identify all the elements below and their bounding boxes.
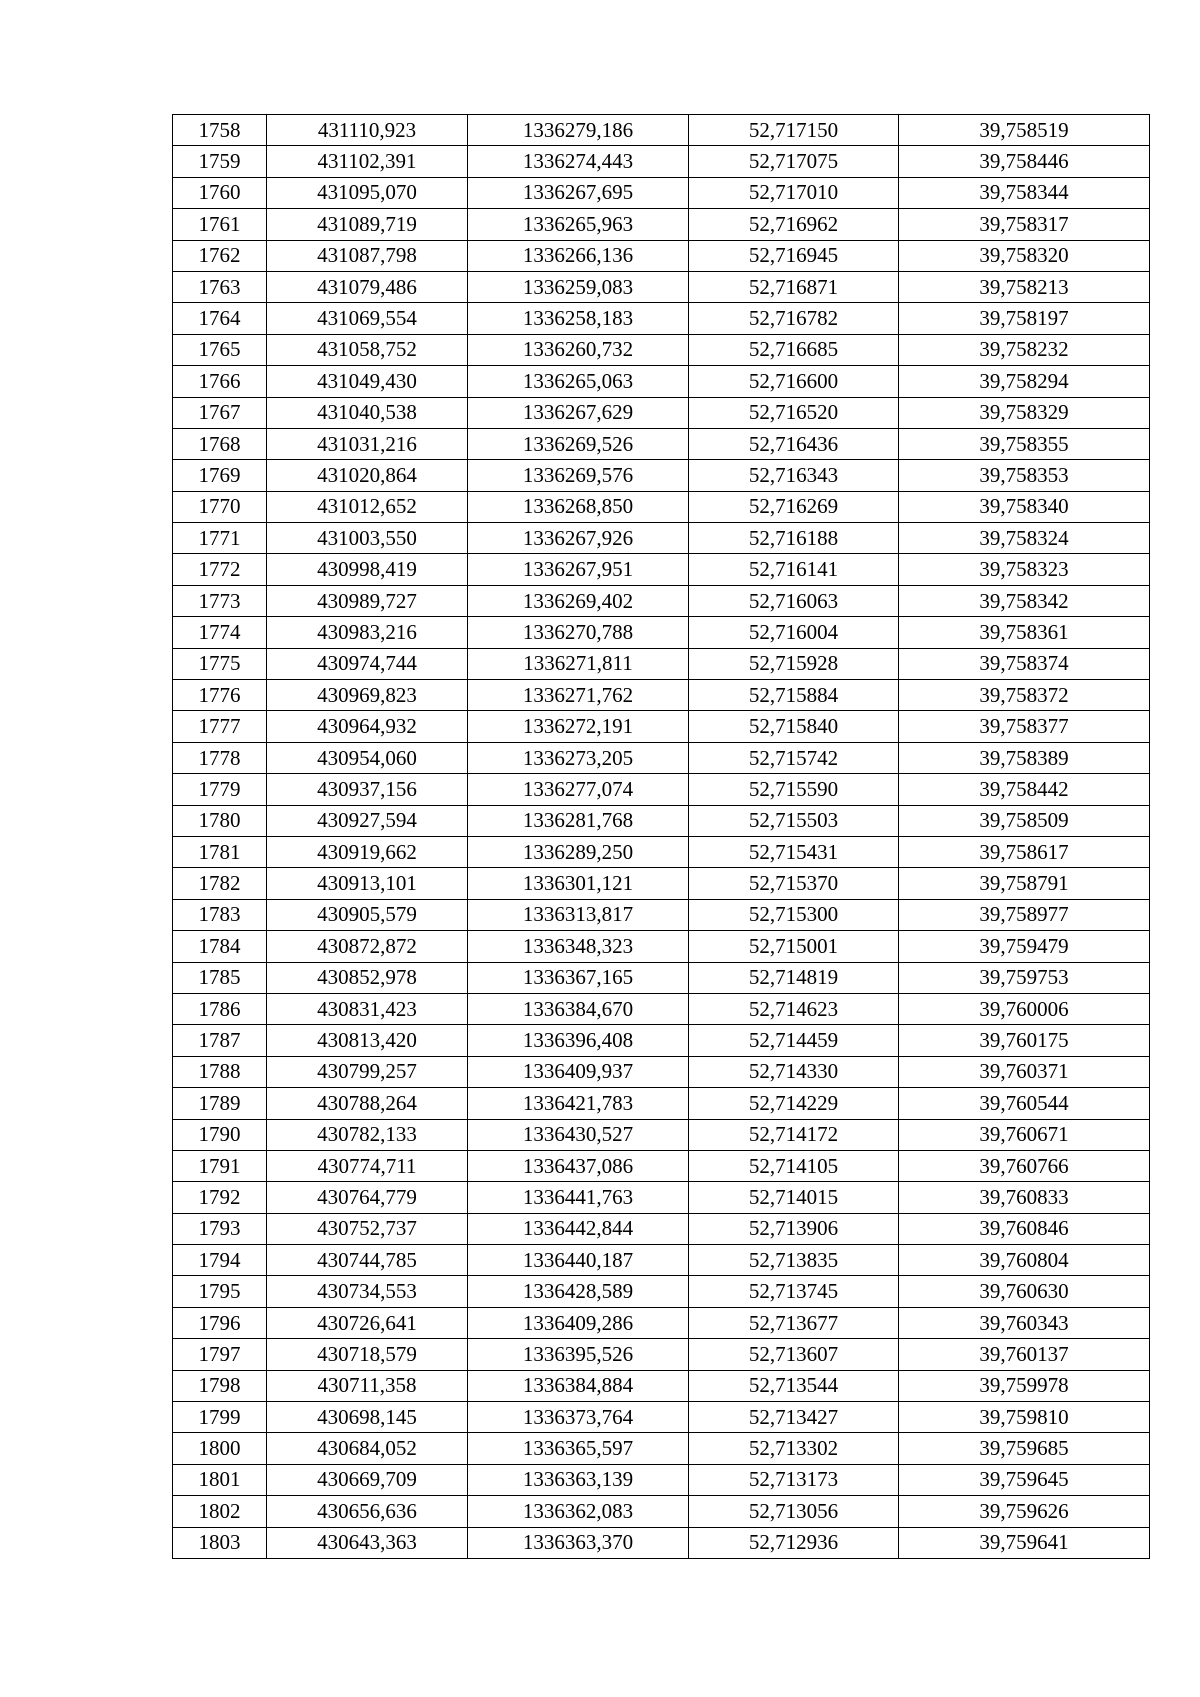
latitude-cell: 52,715431 (689, 836, 899, 867)
longitude-cell: 39,758519 (899, 115, 1150, 146)
point-number-cell: 1796 (173, 1307, 267, 1338)
latitude-cell: 52,716004 (689, 617, 899, 648)
longitude-cell: 39,760833 (899, 1182, 1150, 1213)
x-coordinate-cell: 430983,216 (267, 617, 468, 648)
y-coordinate-cell: 1336269,526 (468, 428, 689, 459)
x-coordinate-cell: 430656,636 (267, 1496, 468, 1527)
longitude-cell: 39,758372 (899, 680, 1150, 711)
x-coordinate-cell: 430872,872 (267, 931, 468, 962)
x-coordinate-cell: 430998,419 (267, 554, 468, 585)
table-row (173, 993, 1150, 1024)
y-coordinate-cell: 1336268,850 (468, 491, 689, 522)
coordinates-table (172, 114, 1150, 1559)
y-coordinate-cell: 1336365,597 (468, 1433, 689, 1464)
table-row (173, 428, 1150, 459)
latitude-cell: 52,717150 (689, 115, 899, 146)
x-coordinate-cell: 430989,727 (267, 585, 468, 616)
latitude-cell: 52,713302 (689, 1433, 899, 1464)
latitude-cell: 52,713056 (689, 1496, 899, 1527)
table-row (173, 711, 1150, 742)
table-row (173, 962, 1150, 993)
table-row (173, 1088, 1150, 1119)
longitude-cell: 39,759479 (899, 931, 1150, 962)
y-coordinate-cell: 1336373,764 (468, 1402, 689, 1433)
latitude-cell: 52,713544 (689, 1370, 899, 1401)
point-number-cell: 1782 (173, 868, 267, 899)
y-coordinate-cell: 1336313,817 (468, 899, 689, 930)
x-coordinate-cell: 430643,363 (267, 1527, 468, 1558)
longitude-cell: 39,758977 (899, 899, 1150, 930)
point-number-cell: 1792 (173, 1182, 267, 1213)
longitude-cell: 39,758317 (899, 209, 1150, 240)
x-coordinate-cell: 430813,420 (267, 1025, 468, 1056)
point-number-cell: 1764 (173, 303, 267, 334)
table-row (173, 491, 1150, 522)
latitude-cell: 52,715503 (689, 805, 899, 836)
latitude-cell: 52,716188 (689, 523, 899, 554)
table-row (173, 366, 1150, 397)
y-coordinate-cell: 1336437,086 (468, 1150, 689, 1181)
latitude-cell: 52,713835 (689, 1245, 899, 1276)
longitude-cell: 39,758355 (899, 428, 1150, 459)
point-number-cell: 1777 (173, 711, 267, 742)
table-row (173, 177, 1150, 208)
y-coordinate-cell: 1336272,191 (468, 711, 689, 742)
table-row (173, 1119, 1150, 1150)
x-coordinate-cell: 430927,594 (267, 805, 468, 836)
y-coordinate-cell: 1336259,083 (468, 271, 689, 302)
table-row (173, 1182, 1150, 1213)
table-row (173, 240, 1150, 271)
x-coordinate-cell: 431110,923 (267, 115, 468, 146)
latitude-cell: 52,712936 (689, 1527, 899, 1558)
longitude-cell: 39,759810 (899, 1402, 1150, 1433)
latitude-cell: 52,714015 (689, 1182, 899, 1213)
latitude-cell: 52,716945 (689, 240, 899, 271)
longitude-cell: 39,760137 (899, 1339, 1150, 1370)
y-coordinate-cell: 1336367,165 (468, 962, 689, 993)
longitude-cell: 39,758377 (899, 711, 1150, 742)
point-number-cell: 1791 (173, 1150, 267, 1181)
point-number-cell: 1776 (173, 680, 267, 711)
y-coordinate-cell: 1336440,187 (468, 1245, 689, 1276)
x-coordinate-cell: 431012,652 (267, 491, 468, 522)
latitude-cell: 52,716141 (689, 554, 899, 585)
y-coordinate-cell: 1336281,768 (468, 805, 689, 836)
x-coordinate-cell: 431079,486 (267, 271, 468, 302)
table-row (173, 1496, 1150, 1527)
y-coordinate-cell: 1336265,063 (468, 366, 689, 397)
table-row (173, 680, 1150, 711)
latitude-cell: 52,713607 (689, 1339, 899, 1370)
longitude-cell: 39,758320 (899, 240, 1150, 271)
coordinates-table-body (173, 115, 1150, 1559)
point-number-cell: 1760 (173, 177, 267, 208)
x-coordinate-cell: 430905,579 (267, 899, 468, 930)
table-row (173, 648, 1150, 679)
table-row (173, 585, 1150, 616)
x-coordinate-cell: 431069,554 (267, 303, 468, 334)
longitude-cell: 39,758389 (899, 742, 1150, 773)
table-row (173, 523, 1150, 554)
longitude-cell: 39,759626 (899, 1496, 1150, 1527)
table-row (173, 617, 1150, 648)
longitude-cell: 39,758197 (899, 303, 1150, 334)
point-number-cell: 1758 (173, 115, 267, 146)
y-coordinate-cell: 1336267,951 (468, 554, 689, 585)
x-coordinate-cell: 430954,060 (267, 742, 468, 773)
latitude-cell: 52,716962 (689, 209, 899, 240)
longitude-cell: 39,758361 (899, 617, 1150, 648)
latitude-cell: 52,714172 (689, 1119, 899, 1150)
point-number-cell: 1781 (173, 836, 267, 867)
table-row (173, 1433, 1150, 1464)
x-coordinate-cell: 430937,156 (267, 774, 468, 805)
table-row (173, 868, 1150, 899)
latitude-cell: 52,715001 (689, 931, 899, 962)
point-number-cell: 1766 (173, 366, 267, 397)
table-row (173, 742, 1150, 773)
latitude-cell: 52,715742 (689, 742, 899, 773)
longitude-cell: 39,758353 (899, 460, 1150, 491)
x-coordinate-cell: 430919,662 (267, 836, 468, 867)
longitude-cell: 39,758323 (899, 554, 1150, 585)
x-coordinate-cell: 430711,358 (267, 1370, 468, 1401)
table-row (173, 774, 1150, 805)
x-coordinate-cell: 430831,423 (267, 993, 468, 1024)
point-number-cell: 1767 (173, 397, 267, 428)
longitude-cell: 39,758232 (899, 334, 1150, 365)
x-coordinate-cell: 431087,798 (267, 240, 468, 271)
y-coordinate-cell: 1336363,139 (468, 1464, 689, 1495)
latitude-cell: 52,715928 (689, 648, 899, 679)
y-coordinate-cell: 1336301,121 (468, 868, 689, 899)
latitude-cell: 52,715840 (689, 711, 899, 742)
longitude-cell: 39,760630 (899, 1276, 1150, 1307)
point-number-cell: 1765 (173, 334, 267, 365)
latitude-cell: 52,716685 (689, 334, 899, 365)
table-row (173, 334, 1150, 365)
x-coordinate-cell: 430788,264 (267, 1088, 468, 1119)
longitude-cell: 39,758329 (899, 397, 1150, 428)
latitude-cell: 52,713906 (689, 1213, 899, 1244)
x-coordinate-cell: 430852,978 (267, 962, 468, 993)
point-number-cell: 1770 (173, 491, 267, 522)
x-coordinate-cell: 430974,744 (267, 648, 468, 679)
point-number-cell: 1763 (173, 271, 267, 302)
longitude-cell: 39,760006 (899, 993, 1150, 1024)
y-coordinate-cell: 1336258,183 (468, 303, 689, 334)
y-coordinate-cell: 1336270,788 (468, 617, 689, 648)
table-row (173, 1307, 1150, 1338)
table-row (173, 1464, 1150, 1495)
latitude-cell: 52,717075 (689, 146, 899, 177)
x-coordinate-cell: 430744,785 (267, 1245, 468, 1276)
point-number-cell: 1768 (173, 428, 267, 459)
latitude-cell: 52,714819 (689, 962, 899, 993)
y-coordinate-cell: 1336362,083 (468, 1496, 689, 1527)
latitude-cell: 52,715370 (689, 868, 899, 899)
latitude-cell: 52,716436 (689, 428, 899, 459)
latitude-cell: 52,713745 (689, 1276, 899, 1307)
latitude-cell: 52,716600 (689, 366, 899, 397)
longitude-cell: 39,758617 (899, 836, 1150, 867)
point-number-cell: 1788 (173, 1056, 267, 1087)
longitude-cell: 39,760175 (899, 1025, 1150, 1056)
table-row (173, 271, 1150, 302)
latitude-cell: 52,714459 (689, 1025, 899, 1056)
point-number-cell: 1790 (173, 1119, 267, 1150)
longitude-cell: 39,758294 (899, 366, 1150, 397)
point-number-cell: 1803 (173, 1527, 267, 1558)
table-row (173, 1370, 1150, 1401)
point-number-cell: 1798 (173, 1370, 267, 1401)
longitude-cell: 39,760544 (899, 1088, 1150, 1119)
y-coordinate-cell: 1336266,136 (468, 240, 689, 271)
y-coordinate-cell: 1336363,370 (468, 1527, 689, 1558)
table-row (173, 1527, 1150, 1558)
point-number-cell: 1773 (173, 585, 267, 616)
x-coordinate-cell: 430969,823 (267, 680, 468, 711)
table-row (173, 115, 1150, 146)
longitude-cell: 39,758344 (899, 177, 1150, 208)
latitude-cell: 52,715590 (689, 774, 899, 805)
point-number-cell: 1761 (173, 209, 267, 240)
y-coordinate-cell: 1336441,763 (468, 1182, 689, 1213)
table-row (173, 1339, 1150, 1370)
latitude-cell: 52,714330 (689, 1056, 899, 1087)
longitude-cell: 39,759645 (899, 1464, 1150, 1495)
y-coordinate-cell: 1336396,408 (468, 1025, 689, 1056)
y-coordinate-cell: 1336409,937 (468, 1056, 689, 1087)
longitude-cell: 39,758791 (899, 868, 1150, 899)
point-number-cell: 1762 (173, 240, 267, 271)
latitude-cell: 52,716063 (689, 585, 899, 616)
table-row (173, 303, 1150, 334)
x-coordinate-cell: 430964,932 (267, 711, 468, 742)
longitude-cell: 39,760846 (899, 1213, 1150, 1244)
longitude-cell: 39,758374 (899, 648, 1150, 679)
y-coordinate-cell: 1336421,783 (468, 1088, 689, 1119)
point-number-cell: 1771 (173, 523, 267, 554)
x-coordinate-cell: 431003,550 (267, 523, 468, 554)
longitude-cell: 39,759753 (899, 962, 1150, 993)
latitude-cell: 52,716782 (689, 303, 899, 334)
point-number-cell: 1779 (173, 774, 267, 805)
longitude-cell: 39,759685 (899, 1433, 1150, 1464)
y-coordinate-cell: 1336267,629 (468, 397, 689, 428)
latitude-cell: 52,713427 (689, 1402, 899, 1433)
longitude-cell: 39,760766 (899, 1150, 1150, 1181)
table-row (173, 1245, 1150, 1276)
latitude-cell: 52,715884 (689, 680, 899, 711)
latitude-cell: 52,716269 (689, 491, 899, 522)
latitude-cell: 52,713677 (689, 1307, 899, 1338)
x-coordinate-cell: 431089,719 (267, 209, 468, 240)
y-coordinate-cell: 1336269,402 (468, 585, 689, 616)
y-coordinate-cell: 1336442,844 (468, 1213, 689, 1244)
y-coordinate-cell: 1336269,576 (468, 460, 689, 491)
latitude-cell: 52,717010 (689, 177, 899, 208)
y-coordinate-cell: 1336267,926 (468, 523, 689, 554)
latitude-cell: 52,714229 (689, 1088, 899, 1119)
latitude-cell: 52,716343 (689, 460, 899, 491)
longitude-cell: 39,760804 (899, 1245, 1150, 1276)
point-number-cell: 1786 (173, 993, 267, 1024)
y-coordinate-cell: 1336384,884 (468, 1370, 689, 1401)
point-number-cell: 1775 (173, 648, 267, 679)
table-row (173, 899, 1150, 930)
point-number-cell: 1799 (173, 1402, 267, 1433)
point-number-cell: 1793 (173, 1213, 267, 1244)
point-number-cell: 1778 (173, 742, 267, 773)
point-number-cell: 1801 (173, 1464, 267, 1495)
longitude-cell: 39,758342 (899, 585, 1150, 616)
point-number-cell: 1794 (173, 1245, 267, 1276)
table-row (173, 1213, 1150, 1244)
point-number-cell: 1797 (173, 1339, 267, 1370)
x-coordinate-cell: 430764,779 (267, 1182, 468, 1213)
x-coordinate-cell: 430726,641 (267, 1307, 468, 1338)
longitude-cell: 39,758446 (899, 146, 1150, 177)
longitude-cell: 39,760671 (899, 1119, 1150, 1150)
latitude-cell: 52,714105 (689, 1150, 899, 1181)
x-coordinate-cell: 431095,070 (267, 177, 468, 208)
x-coordinate-cell: 431031,216 (267, 428, 468, 459)
x-coordinate-cell: 430799,257 (267, 1056, 468, 1087)
x-coordinate-cell: 430684,052 (267, 1433, 468, 1464)
y-coordinate-cell: 1336289,250 (468, 836, 689, 867)
table-row (173, 931, 1150, 962)
longitude-cell: 39,760343 (899, 1307, 1150, 1338)
latitude-cell: 52,716871 (689, 271, 899, 302)
y-coordinate-cell: 1336267,695 (468, 177, 689, 208)
longitude-cell: 39,760371 (899, 1056, 1150, 1087)
y-coordinate-cell: 1336428,589 (468, 1276, 689, 1307)
longitude-cell: 39,758442 (899, 774, 1150, 805)
x-coordinate-cell: 431020,864 (267, 460, 468, 491)
y-coordinate-cell: 1336273,205 (468, 742, 689, 773)
y-coordinate-cell: 1336277,074 (468, 774, 689, 805)
table-row (173, 1150, 1150, 1181)
longitude-cell: 39,758340 (899, 491, 1150, 522)
latitude-cell: 52,715300 (689, 899, 899, 930)
point-number-cell: 1787 (173, 1025, 267, 1056)
table-row (173, 1025, 1150, 1056)
y-coordinate-cell: 1336279,186 (468, 115, 689, 146)
x-coordinate-cell: 431040,538 (267, 397, 468, 428)
point-number-cell: 1774 (173, 617, 267, 648)
point-number-cell: 1769 (173, 460, 267, 491)
table-row (173, 209, 1150, 240)
longitude-cell: 39,758213 (899, 271, 1150, 302)
y-coordinate-cell: 1336260,732 (468, 334, 689, 365)
x-coordinate-cell: 430774,711 (267, 1150, 468, 1181)
point-number-cell: 1785 (173, 962, 267, 993)
y-coordinate-cell: 1336265,963 (468, 209, 689, 240)
y-coordinate-cell: 1336271,811 (468, 648, 689, 679)
table-row (173, 1276, 1150, 1307)
y-coordinate-cell: 1336348,323 (468, 931, 689, 962)
table-row (173, 460, 1150, 491)
y-coordinate-cell: 1336430,527 (468, 1119, 689, 1150)
point-number-cell: 1759 (173, 146, 267, 177)
longitude-cell: 39,759978 (899, 1370, 1150, 1401)
table-row (173, 1402, 1150, 1433)
table-row (173, 146, 1150, 177)
x-coordinate-cell: 431102,391 (267, 146, 468, 177)
latitude-cell: 52,714623 (689, 993, 899, 1024)
table-row (173, 836, 1150, 867)
x-coordinate-cell: 430913,101 (267, 868, 468, 899)
x-coordinate-cell: 431049,430 (267, 366, 468, 397)
point-number-cell: 1772 (173, 554, 267, 585)
point-number-cell: 1795 (173, 1276, 267, 1307)
y-coordinate-cell: 1336271,762 (468, 680, 689, 711)
point-number-cell: 1783 (173, 899, 267, 930)
point-number-cell: 1784 (173, 931, 267, 962)
x-coordinate-cell: 430782,133 (267, 1119, 468, 1150)
longitude-cell: 39,758509 (899, 805, 1150, 836)
y-coordinate-cell: 1336409,286 (468, 1307, 689, 1338)
table-row (173, 1056, 1150, 1087)
x-coordinate-cell: 430752,737 (267, 1213, 468, 1244)
x-coordinate-cell: 430718,579 (267, 1339, 468, 1370)
table-row (173, 805, 1150, 836)
x-coordinate-cell: 430669,709 (267, 1464, 468, 1495)
longitude-cell: 39,759641 (899, 1527, 1150, 1558)
point-number-cell: 1780 (173, 805, 267, 836)
y-coordinate-cell: 1336384,670 (468, 993, 689, 1024)
y-coordinate-cell: 1336395,526 (468, 1339, 689, 1370)
latitude-cell: 52,713173 (689, 1464, 899, 1495)
x-coordinate-cell: 431058,752 (267, 334, 468, 365)
longitude-cell: 39,758324 (899, 523, 1150, 554)
x-coordinate-cell: 430698,145 (267, 1402, 468, 1433)
x-coordinate-cell: 430734,553 (267, 1276, 468, 1307)
point-number-cell: 1800 (173, 1433, 267, 1464)
latitude-cell: 52,716520 (689, 397, 899, 428)
point-number-cell: 1802 (173, 1496, 267, 1527)
table-row (173, 554, 1150, 585)
table-row (173, 397, 1150, 428)
y-coordinate-cell: 1336274,443 (468, 146, 689, 177)
point-number-cell: 1789 (173, 1088, 267, 1119)
